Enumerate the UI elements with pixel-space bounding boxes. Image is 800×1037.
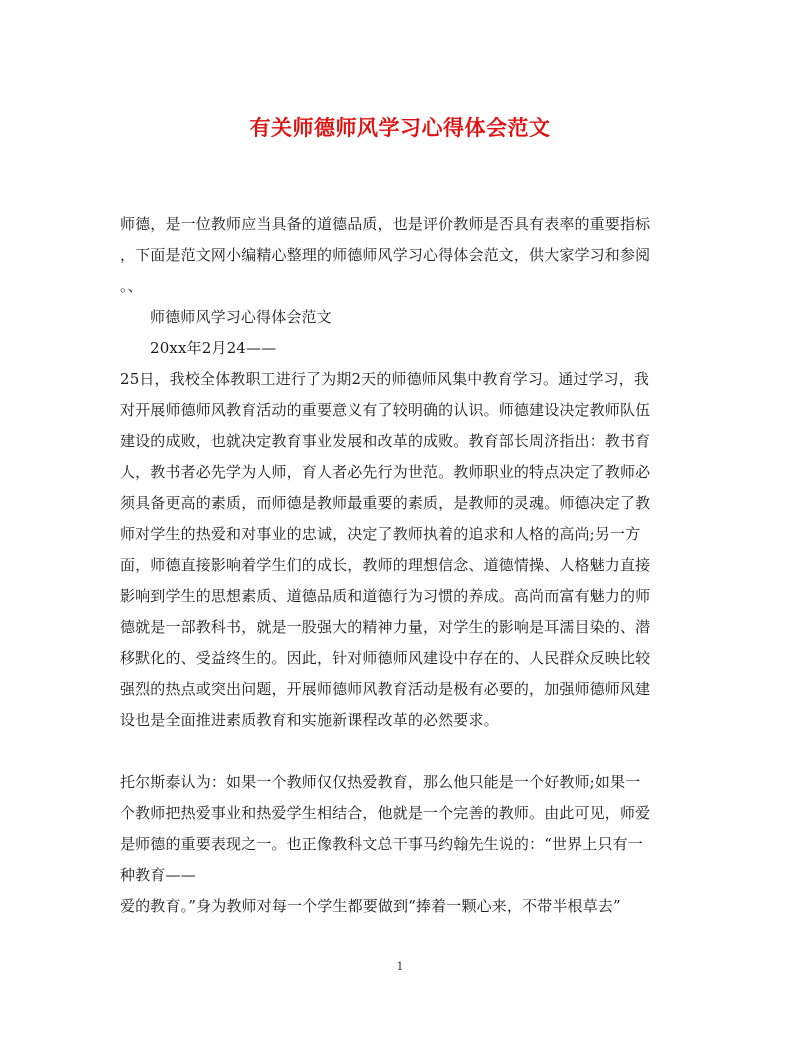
- paragraph-line: 须具备更高的素质，而师德是教师最重要的素质，是教师的灵魂。师德决定了教: [120, 494, 651, 512]
- subtitle: 师德师风学习心得体会范文: [150, 308, 332, 326]
- paragraph-line: 师对学生的热爱和对事业的忠诚，决定了教师执着的追求和人格的高尚;另一方: [120, 525, 641, 543]
- paragraph-line: 种教育——: [120, 866, 196, 884]
- date-line: 20xx年2月24——: [150, 339, 277, 357]
- paragraph-line: 个教师把热爱事业和热爱学生相结合，他就是一个完善的教师。由此可见，师爱: [120, 804, 651, 822]
- intro-line: 。、: [120, 277, 143, 295]
- intro-line: ，下面是范文网小编精心整理的师德师风学习心得体会范文，供大家学习和参阅: [120, 246, 651, 264]
- paragraph-line: 建设的成败，也就决定教育事业发展和改革的成败。教育部长周济指出：教书育: [120, 432, 651, 450]
- paragraph-line: 25日，我校全体教职工进行了为期2天的师德师风集中教育学习。通过学习，我: [120, 370, 650, 388]
- paragraph-line: 托尔斯泰认为：如果一个教师仅仅热爱教育，那么他只能是一个好教师;如果一: [120, 773, 641, 791]
- paragraph-line: 设也是全面推进素质教育和实施新课程改革的必然要求。: [120, 711, 499, 729]
- paragraph-line: 对开展师德师风教育活动的重要意义有了较明确的认识。师德建设决定教师队伍: [120, 401, 651, 419]
- paragraph-line: 是师德的重要表现之一。也正像教科文总干事马约翰先生说的：“世界上只有一: [120, 835, 643, 853]
- document-title: 有关师德师风学习心得体会范文: [249, 116, 551, 140]
- paragraph-line: 面，师德直接影响着学生们的成长，教师的理想信念、道德情操、人格魅力直接: [120, 556, 651, 574]
- intro-line: 师德，是一位教师应当具备的道德品质，也是评价教师是否具有表率的重要指标: [120, 215, 651, 233]
- paragraph-line: 爱的教育。”身为教师对每一个学生都要做到“捧着一颗心来，不带半根草去”: [120, 897, 621, 915]
- paragraph-line: 移默化的、受益终生的。因此，针对师德师风建设中存在的、人民群众反映比较: [120, 649, 651, 667]
- paragraph-line: 强烈的热点或突出问题，开展师德师风教育活动是极有必要的，加强师德师风建: [120, 680, 651, 698]
- paragraph-line: 人，教书者必先学为人师，育人者必先行为世范。教师职业的特点决定了教师必: [120, 463, 651, 481]
- page-number: 1: [396, 960, 404, 973]
- paragraph-line: 影响到学生的思想素质、道德品质和道德行为习惯的养成。高尚而富有魅力的师: [120, 587, 651, 605]
- paragraph-line: 德就是一部教科书，就是一股强大的精神力量，对学生的影响是耳濡目染的、潜: [120, 618, 651, 636]
